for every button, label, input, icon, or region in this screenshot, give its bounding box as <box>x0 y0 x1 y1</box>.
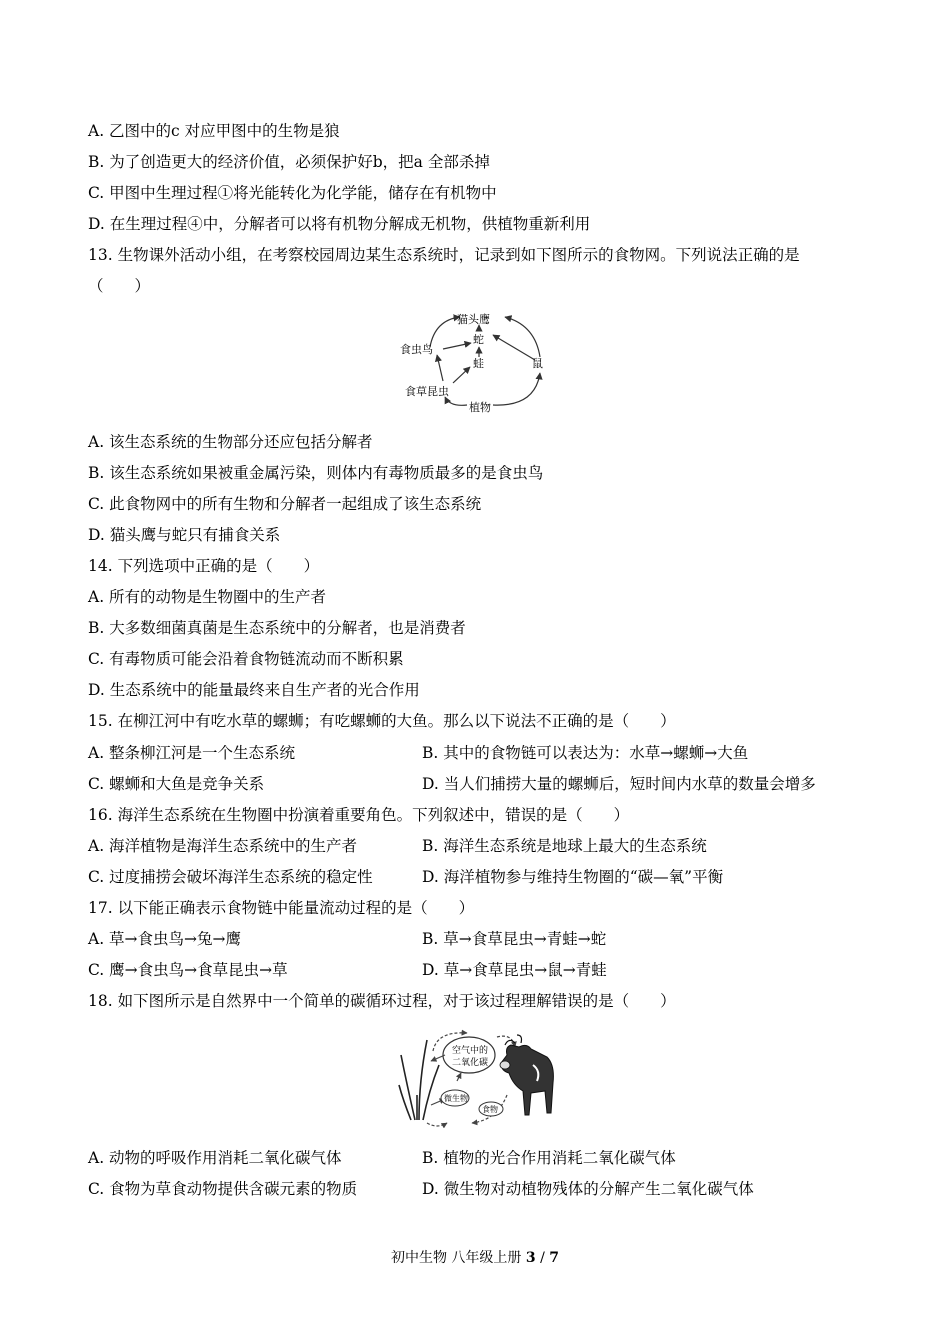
q14-stem: 14. 下列选项中正确的是（ ） <box>88 557 320 575</box>
herbivorous-insect-label: 食草昆虫 <box>405 385 449 398</box>
page-footer <box>0 1247 950 1267</box>
q13-stem: 13. 生物课外活动小组，在考察校园周边某生态系统时，记录到如下图所示的食物网。下列说法正确的是 <box>88 246 800 264</box>
footer-title: 初中生物 八年级上册 <box>390 1250 526 1266</box>
q13-option-d: D. 猫头鹰与蛇只有捕食关系 <box>88 526 281 544</box>
q15-option-a: A. 整条柳江河是一个生态系统 <box>88 744 296 762</box>
q16-option-d: D. 海洋植物参与维持生物圈的“碳—氧”平衡 <box>422 868 724 886</box>
footer-page-number: 3 <box>525 1250 536 1266</box>
q18-row-1 <box>88 1148 676 1168</box>
q15-row-2 <box>88 774 816 794</box>
air-co2-label-1: 空气中的 <box>452 1046 489 1056</box>
q12-option-c: C. 甲图中生理过程①将光能转化为化学能，储存在有机物中 <box>88 184 497 202</box>
plant-illustration <box>399 1040 439 1120</box>
q18-stem: 18. 如下图所示是自然界中一个简单的碳循环过程，对于该过程理解错误的是（ ） <box>88 992 676 1010</box>
q16-row-1 <box>88 836 707 856</box>
q14-option-d: D. 生态系统中的能量最终来自生产者的光合作用 <box>88 681 420 699</box>
q16-option-a: A. 海洋植物是海洋生态系统中的生产者 <box>88 837 358 855</box>
q17-option-b: B. 草→食草昆虫→青蛙→蛇 <box>422 930 607 948</box>
q18-option-a: A. 动物的呼吸作用消耗二氧化碳气体 <box>88 1149 342 1167</box>
plant-label: 植物 <box>469 401 491 414</box>
q17-option-c: C. 鹰→食虫鸟→食草昆虫→草 <box>88 961 288 979</box>
q16-row-2 <box>88 867 724 887</box>
q18-option-c: C. 食物为草食动物提供含碳元素的物质 <box>88 1180 358 1198</box>
food-web-diagram <box>395 305 555 420</box>
q16-stem: 16. 海洋生态系统在生物圈中扮演着重要角色。下列叙述中，错误的是（ ） <box>88 806 630 824</box>
q18-row-2 <box>88 1179 754 1199</box>
q17-stem: 17. 以下能正确表示食物链中能量流动过程的是（ ） <box>88 899 475 917</box>
footer-total-pages: 7 <box>549 1250 560 1266</box>
q18-option-d: D. 微生物对动植物残体的分解产生二氧化碳气体 <box>422 1180 754 1198</box>
q15-option-d: D. 当人们捕捞大量的螺蛳后，短时间内水草的数量会增多 <box>422 775 816 793</box>
q17-option-d: D. 草→食草昆虫→鼠→青蛙 <box>422 961 607 979</box>
q14-option-c: C. 有毒物质可能会沿着食物链流动而不断积累 <box>88 650 404 668</box>
q18-option-b: B. 植物的光合作用消耗二氧化碳气体 <box>422 1149 676 1167</box>
insectivorous-bird-label: 食虫鸟 <box>400 343 433 356</box>
microbe-label: 微生物 <box>444 1094 468 1103</box>
snake-label: 蛇 <box>473 333 484 346</box>
q15-option-c: C. 螺蛳和大鱼是竞争关系 <box>88 775 265 793</box>
q17-row-2 <box>88 960 607 980</box>
frog-label: 蛙 <box>473 357 484 370</box>
q12-option-a: A. 乙图中的c 对应甲图中的生物是狼 <box>88 122 340 140</box>
q15-stem: 15. 在柳江河中有吃水草的螺蛳；有吃螺蛳的大鱼。那么以下说法不正确的是（ ） <box>88 712 676 730</box>
q13-option-a: A. 该生态系统的生物部分还应包括分解者 <box>88 433 373 451</box>
q16-option-b: B. 海洋生态系统是地球上最大的生态系统 <box>422 837 707 855</box>
q16-option-c: C. 过度捕捞会破坏海洋生态系统的稳定性 <box>88 868 373 886</box>
q17-row-1 <box>88 929 607 949</box>
q13-option-b: B. 该生态系统如果被重金属污染，则体内有毒物质最多的是食虫鸟 <box>88 464 544 482</box>
q12-option-b: B. 为了创造更大的经济价值，必须保护好b，把a 全部杀掉 <box>88 153 490 171</box>
q15-row-1 <box>88 743 749 763</box>
cow-illustration <box>500 1035 553 1115</box>
q13-stem-bracket: （ ） <box>88 277 151 295</box>
q15-option-b: B. 其中的食物链可以表达为：水草→螺蛳→大鱼 <box>422 744 749 762</box>
q14-option-b: B. 大多数细菌真菌是生态系统中的分解者，也是消费者 <box>88 619 466 637</box>
footer-separator: / <box>535 1250 550 1266</box>
q14-option-a: A. 所有的动物是生物圈中的生产者 <box>88 588 327 606</box>
q13-option-c: C. 此食物网中的所有生物和分解者一起组成了该生态系统 <box>88 495 482 513</box>
mouse-label: 鼠 <box>532 357 543 370</box>
air-co2-label-2: 二氧化碳 <box>452 1058 489 1068</box>
food-label: 食物 <box>482 1105 498 1114</box>
q12-option-d: D. 在生理过程④中，分解者可以将有机物分解成无机物，供植物重新利用 <box>88 215 591 233</box>
owl-label: 猫头鹰 <box>457 313 490 326</box>
q17-option-a: A. 草→食虫鸟→兔→鹰 <box>88 930 242 948</box>
carbon-cycle-diagram <box>397 1025 557 1137</box>
